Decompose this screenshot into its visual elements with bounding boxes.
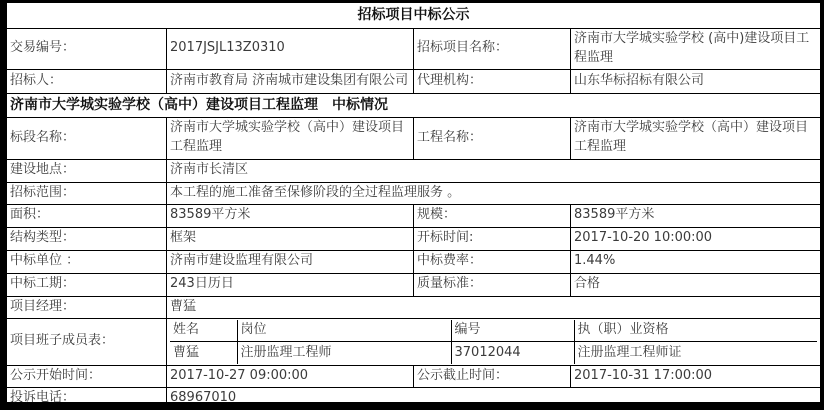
table-row — [7, 204, 821, 227]
table-row — [7, 159, 821, 182]
area-value: 83589平方米 — [167, 204, 414, 227]
quality-label: 质量标准： — [414, 273, 571, 296]
structure-type-value: 框架 — [167, 227, 414, 250]
table-row — [7, 387, 821, 409]
publicity-end-value: 2017-10-31 17:00:00 — [571, 365, 821, 387]
team-member-number: 37012044 — [451, 342, 574, 364]
winner-label: 中标单位 ： — [7, 250, 167, 273]
table-row — [7, 250, 821, 273]
table-row — [7, 182, 821, 204]
section-name-value: 济南市大学城实验学校（高中）建设项目工程监理 — [167, 117, 414, 159]
team-table-label: 项目班子成员表： — [7, 318, 167, 365]
announcement-document — [6, 2, 820, 405]
transaction-number-value: 2017JSJL13Z0310 — [167, 29, 414, 70]
team-header-row — [170, 320, 817, 342]
complaint-phone-value: 68967010 — [167, 387, 821, 409]
scope-label: 招标范围： — [7, 182, 167, 204]
agency-label: 代理机构： — [414, 69, 571, 93]
manager-value: 曹猛 — [167, 296, 821, 318]
team-header-name: 姓名 — [173, 322, 200, 338]
win-rate-label: 中标费率： — [414, 250, 571, 273]
page-title: 招标项目中标公示 — [7, 3, 821, 29]
scope-value: 本工程的施工准备至保修阶段的全过程监理服务 。 — [167, 182, 821, 204]
engineering-name-value: 济南市大学城实验学校（高中）建设项目工程监理 — [571, 117, 821, 159]
publicity-end-label: 公示截止时间： — [414, 365, 571, 387]
duration-value: 243日历日 — [167, 273, 414, 296]
team-member-qualification: 注册监理工程师证 — [574, 342, 817, 364]
publicity-start-value: 2017-10-27 09:00:00 — [167, 365, 414, 387]
team-table-cell — [167, 318, 821, 365]
team-member-name: 曹猛 — [170, 342, 237, 364]
table-row — [7, 296, 821, 318]
tenderer-value: 济南市教育局 济南城市建设集团有限公司 — [167, 69, 414, 93]
bid-open-time-value: 2017-10-20 10:00:00 — [571, 227, 821, 250]
winner-value: 济南市建设监理有限公司 — [167, 250, 414, 273]
table-row — [7, 273, 821, 296]
table-row — [7, 69, 821, 93]
tenderer-label: 招标人： — [7, 69, 167, 93]
duration-label: 中标工期： — [7, 273, 167, 296]
section-header-row — [7, 93, 821, 117]
title-row — [7, 3, 821, 29]
location-label: 建设地点： — [7, 159, 167, 182]
quality-value: 合格 — [571, 273, 821, 296]
publicity-start-label: 公示开始时间： — [7, 365, 167, 387]
location-value: 济南市长清区 — [167, 159, 821, 182]
team-member-position: 注册监理工程师 — [237, 342, 451, 364]
team-table-row — [7, 318, 821, 365]
table-row — [7, 365, 821, 387]
agency-value: 山东华标招标有限公司 — [571, 69, 821, 93]
team-header-qualification: 执（职）业资格 — [574, 320, 817, 342]
table-row — [7, 29, 821, 70]
project-name-value: 济南市大学城实验学校 (高中)建设项目工程监理 — [571, 29, 821, 70]
bid-announcement-table — [6, 2, 821, 410]
project-name-label: 招标项目名称： — [414, 29, 571, 70]
table-row — [7, 117, 821, 159]
manager-label: 项目经理： — [7, 296, 167, 318]
complaint-phone-label: 投诉电话： — [7, 387, 167, 409]
section-header: 济南市大学城实验学校（高中）建设项目工程监理 中标情况 — [7, 93, 821, 117]
win-rate-value: 1.44% — [571, 250, 821, 273]
engineering-name-label: 工程名称： — [414, 117, 571, 159]
bid-open-time-label: 开标时间: — [414, 227, 571, 250]
scale-value: 83589平方米 — [571, 204, 821, 227]
team-header-position: 岗位 — [237, 320, 451, 342]
transaction-number-label: 交易编号： — [7, 29, 167, 70]
area-label: 面积： — [7, 204, 167, 227]
section-name-label: 标段名称： — [7, 117, 167, 159]
scale-label: 规模： — [414, 204, 571, 227]
team-member-row — [170, 342, 817, 364]
structure-type-label: 结构类型： — [7, 227, 167, 250]
team-member-table — [170, 320, 817, 364]
table-row — [7, 227, 821, 250]
team-header-number: 编号 — [451, 320, 574, 342]
